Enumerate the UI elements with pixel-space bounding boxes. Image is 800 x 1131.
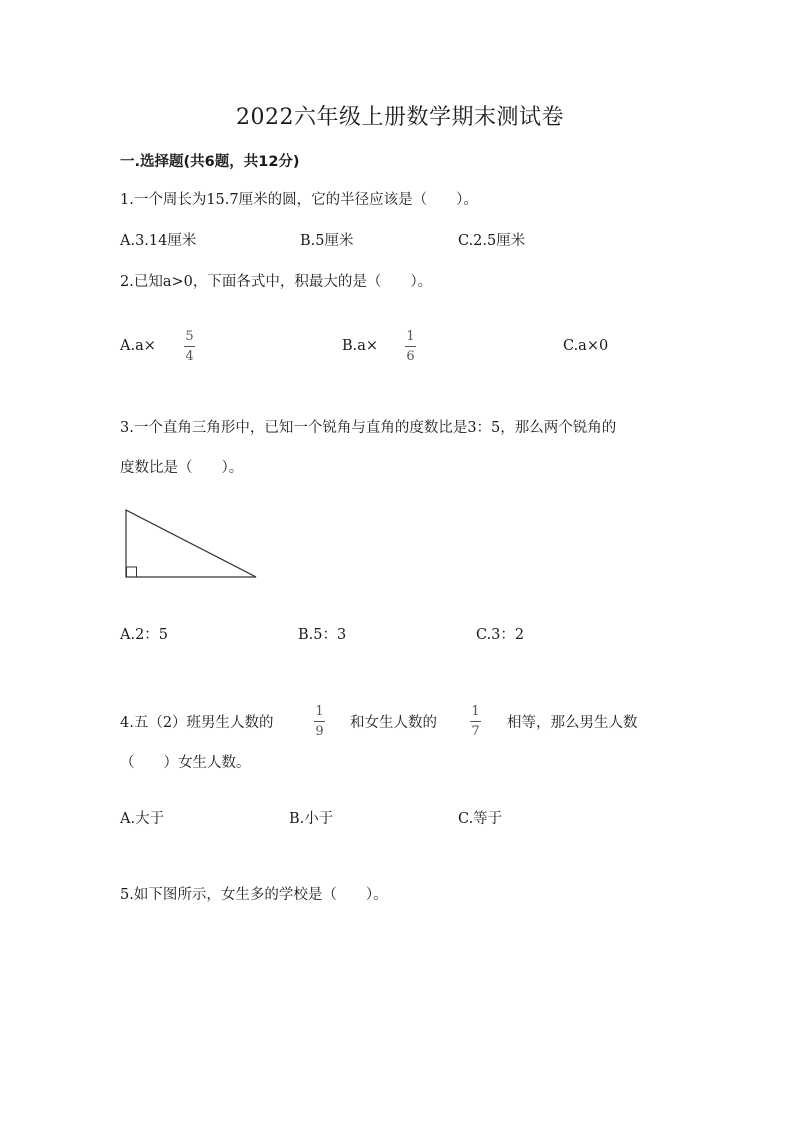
fraction-numerator: 5 (185, 329, 194, 344)
question-2-text: 2.已知a>0，下面各式中，积最大的是（ ）。 (120, 274, 433, 290)
fraction-denominator: 4 (185, 349, 194, 364)
fraction-denominator: 7 (471, 724, 480, 739)
fraction-denominator: 9 (315, 724, 324, 739)
fraction-bar (470, 721, 481, 722)
question-4-text-line2: （ ）女生人数。 (120, 755, 251, 771)
question-1-option-b: B.5厘米 (300, 233, 354, 249)
question-4-option-c: C.等于 (458, 811, 503, 827)
question-1-option-a: A.3.14厘米 (120, 233, 197, 249)
fraction-numerator: 1 (315, 704, 324, 719)
question-2-option-a: A.a× (120, 338, 156, 354)
question-3-text-line2: 度数比是（ ）。 (120, 460, 244, 476)
question-1-option-c: C.2.5厘米 (458, 233, 526, 249)
question-3-option-b: B.5：3 (298, 627, 347, 643)
question-3-text-line1: 3.一个直角三角形中，已知一个锐角与直角的度数比是3：5，那么两个锐角的 (120, 420, 617, 436)
section-heading: 一.选择题(共6题，共12分) (120, 154, 300, 170)
page-title: 2022六年级上册数学期末测试卷 (236, 105, 564, 130)
question-3-option-a: A.2：5 (120, 627, 169, 643)
question-4-option-b: B.小于 (289, 811, 334, 827)
question-4-option-a: A.大于 (120, 811, 165, 827)
fraction-numerator: 1 (406, 329, 415, 344)
question-4-text-part2: 和女生人数的 (350, 715, 437, 731)
fraction-denominator: 6 (406, 349, 415, 364)
fraction-numerator: 1 (471, 704, 480, 719)
question-4-text-part3: 相等，那么男生人数 (507, 715, 638, 731)
question-1-text: 1.一个周长为15.7厘米的圆，它的半径应该是（ ）。 (120, 192, 478, 208)
question-5-text: 5.如下图所示，女生多的学校是（ ）。 (120, 887, 388, 903)
question-4-text-part1: 4.五（2）班男生人数的 (120, 715, 274, 731)
question-2-option-b: B.a× (342, 338, 379, 354)
question-2-option-c: C.a×0 (563, 338, 609, 354)
question-3-option-c: C.3：2 (476, 627, 525, 643)
question-4-fraction-boys (314, 705, 325, 738)
fraction-bar (314, 721, 325, 722)
question-4-fraction-girls (470, 705, 481, 738)
